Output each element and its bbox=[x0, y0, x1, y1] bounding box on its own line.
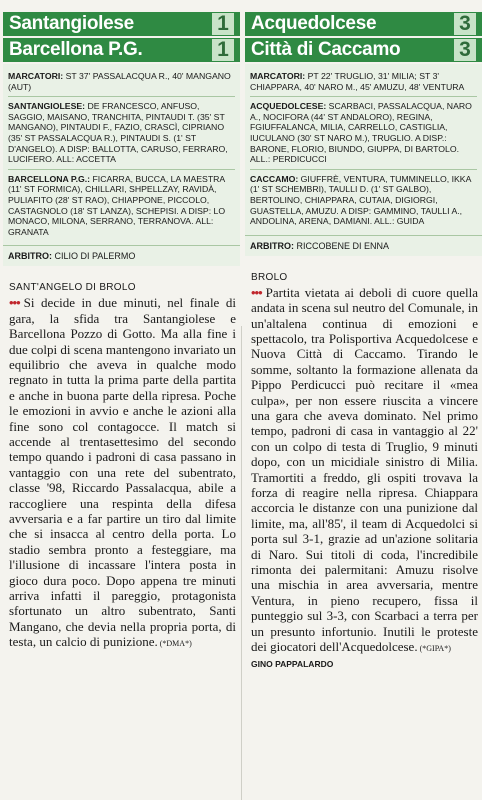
article-body bbox=[3, 295, 240, 651]
match-column-right bbox=[245, 0, 482, 669]
away-team-score: 3 bbox=[454, 39, 476, 61]
referee-label: ARBITRO: bbox=[8, 251, 52, 262]
home-team-name: Santangiolese bbox=[9, 13, 134, 34]
column-divider bbox=[241, 326, 242, 800]
article-signature: (*DMA*) bbox=[157, 639, 192, 649]
away-lineup-text: GIUFFRÈ, VENTURA, TUMMINELLO, IKKA (1' ST SCHEMBRI), TAULLI D. (1' ST GALBO), BERTOLINO, CHIAPPARA, CUTAIA, DIGIORGI, GUASTELLA, AMUZU. A DISP: GAMMINO, TAULLI A., ANDOLINA, ARENA, DAMIANI. ALL.: GUIDA bbox=[250, 173, 471, 227]
home-team-bar bbox=[245, 12, 482, 38]
home-lineup-text: SCARBACI, PASSALACQUA, NARO A., NOCIFORA (44' ST ANDALORO), REGINA, FGIUFFALANCA, MILIA, CARRELLO, CASTIGLIA, IUCULANO (30' ST NARO M.), TRUGLIO. A DISP.: BARONE, FLORIO, BIUNDO, GIUPPA, DI BARTOLO. ALL.: PERDICUCCI bbox=[250, 101, 472, 165]
away-lineup-block bbox=[250, 170, 477, 231]
scorers-block bbox=[250, 67, 477, 97]
away-team-score: 1 bbox=[212, 39, 234, 61]
scorers-block bbox=[8, 67, 235, 97]
home-team-bar bbox=[3, 12, 240, 38]
away-team-name: Barcellona P.G. bbox=[9, 39, 143, 60]
home-lineup-block bbox=[8, 97, 235, 170]
away-team-bar bbox=[3, 38, 240, 64]
referee-text: CILIO DI PALERMO bbox=[52, 251, 136, 262]
scorers-label: MARCATORI: bbox=[250, 71, 306, 81]
scorers-label: MARCATORI: bbox=[8, 71, 64, 81]
home-lineup-block bbox=[250, 97, 477, 170]
referee-block bbox=[245, 235, 482, 256]
referee-block bbox=[3, 245, 240, 266]
scorers-text: PT 22' TRUGLIO, 31' MILIA; ST 3' CHIAPPARA, 40' NARO M., 45' AMUZU, 48' VENTURA bbox=[250, 71, 465, 92]
referee-text: RICCOBENE DI ENNA bbox=[294, 240, 390, 251]
match-sheet bbox=[245, 64, 482, 235]
article-text: Partita vietata ai deboli di cuore quella andata in scena sul neutro del Comunale, in un'altalena continua di emozioni e spettacolo, tra Polisportiva Acquedolcese e Nuova Città di Caccamo. Tirando le somme, soltanto la formazione allenata da Pippo Perdicucci può recitare il «mea culpa», per non essere riuscita a vincere una gara che aveva dominato. Nel primo tempo, padroni di casa in vantaggio al 22' con un colpo di testa di Truglio, 9 minuti dopo, con un micidiale sinistro di Milia. Tramortiti a freddo, gli ospiti trovava la forza di reagire nella ripresa. Chiappara accorcia le distanze con una punizione dal limite, ma, all'85', il team di Acquedolci si porta sul 3-1, grazie ad un'azione solitaria di Naro. Sui titoli di coda, l'incredibile rimonta dei palermitani: Amuzu risolve una mischia in area avversaria, mentre Ventura, in pieno recupero, fissa il punteggio sul 3-3, con Scarbaci a terra per un presunto infortunio. Inutili le proteste dei giocatori dell'Acquedolcese. bbox=[251, 284, 478, 655]
away-team-name: Città di Caccamo bbox=[251, 39, 401, 60]
article-author: GINO PAPPALARDO bbox=[251, 659, 334, 670]
away-lineup-block bbox=[8, 170, 235, 242]
home-team-score: 3 bbox=[454, 13, 476, 35]
home-team-score: 1 bbox=[212, 13, 234, 35]
home-team-name: Acquedolcese bbox=[251, 13, 377, 34]
bullet-dots: ••• bbox=[9, 295, 20, 311]
away-lineup-label: CACCAMO: bbox=[250, 173, 299, 184]
article-body bbox=[245, 285, 482, 657]
home-lineup-text: DE FRANCESCO, ANFUSO, SAGGIO, MAISANO, TRANCHITA, PINTAUDI T. (35' ST MANGANO), PINTAUDI F., FAZIO, CRASCÌ, CIPRIANO (35' ST PASSALACQUA R.), PINTAUDI S. (1' ST D'ANGELO). A DISP: BALLOTTA, CARUSO, FERRARO, LUCIFERO. ALL: ACCETTA bbox=[8, 101, 228, 165]
dateline: SANT'ANGELO DI BROLO bbox=[9, 282, 136, 294]
article-text: Si decide in due minuti, nel finale di gara, la sfida tra Santangiolese e Barcellona Pozzo di Gotto. Ma alla fine i due colpi di scena mantengono invariato un equilibrio che aveva in qualche modo regnato in tutta la prima parte della partita e anche in buona parte della ripresa. Poche le emozioni in avvio e anche le azioni alla fine sono col contagocce. Il match si accende al trentasettesimo del secondo tempo quando i padroni di casa passano in vantaggio con una rete del subentrato, classe '98, Riccardo Passalacqua, abile a raccogliere una respinta della difesa avversaria e a far partire un tiro dal limite che si insacca al centro della porta. Lo stadio sembra pronto a festeggiare, ma l'illusione di incassare l'intera posta in gioco dura poco. Dopo appena tre minuti arriva infatti il pareggio, protagonista sfortunato un altro subentrato, Santi Mangano, che devia nella propria porta, di testa, un calcio di punizione. bbox=[9, 295, 236, 650]
article-signature: (*GIPA*) bbox=[417, 644, 451, 654]
away-lineup-text: FICARRA, BUCCA, LA MAESTRA (11' ST FORMICA), CHILLARI, SHPELLZAY, RAVIDÀ, PULIAFITO (28' ST RAO), CHIAPPONE, PICCOLO, CASTAGNOLO (18' ST LANZA), SCHEPISI. A DISP: LO MONACO, MILONA, SERRANO, TERRANOVA. ALL: GRANATA bbox=[8, 173, 226, 237]
home-lineup-label: ACQUEDOLCESE: bbox=[250, 101, 327, 112]
scorers-text: ST 37' PASSALACQUA R., 40' MANGANO (AUT) bbox=[8, 71, 231, 92]
away-lineup-label: BARCELLONA P.G.: bbox=[8, 173, 91, 184]
away-team-bar bbox=[245, 38, 482, 64]
home-lineup-label: SANTANGIOLESE: bbox=[8, 101, 86, 112]
bullet-dots: ••• bbox=[251, 284, 262, 300]
match-column-left bbox=[3, 0, 240, 652]
referee-label: ARBITRO: bbox=[250, 240, 294, 251]
dateline: BROLO bbox=[251, 271, 288, 283]
match-sheet bbox=[3, 64, 240, 245]
